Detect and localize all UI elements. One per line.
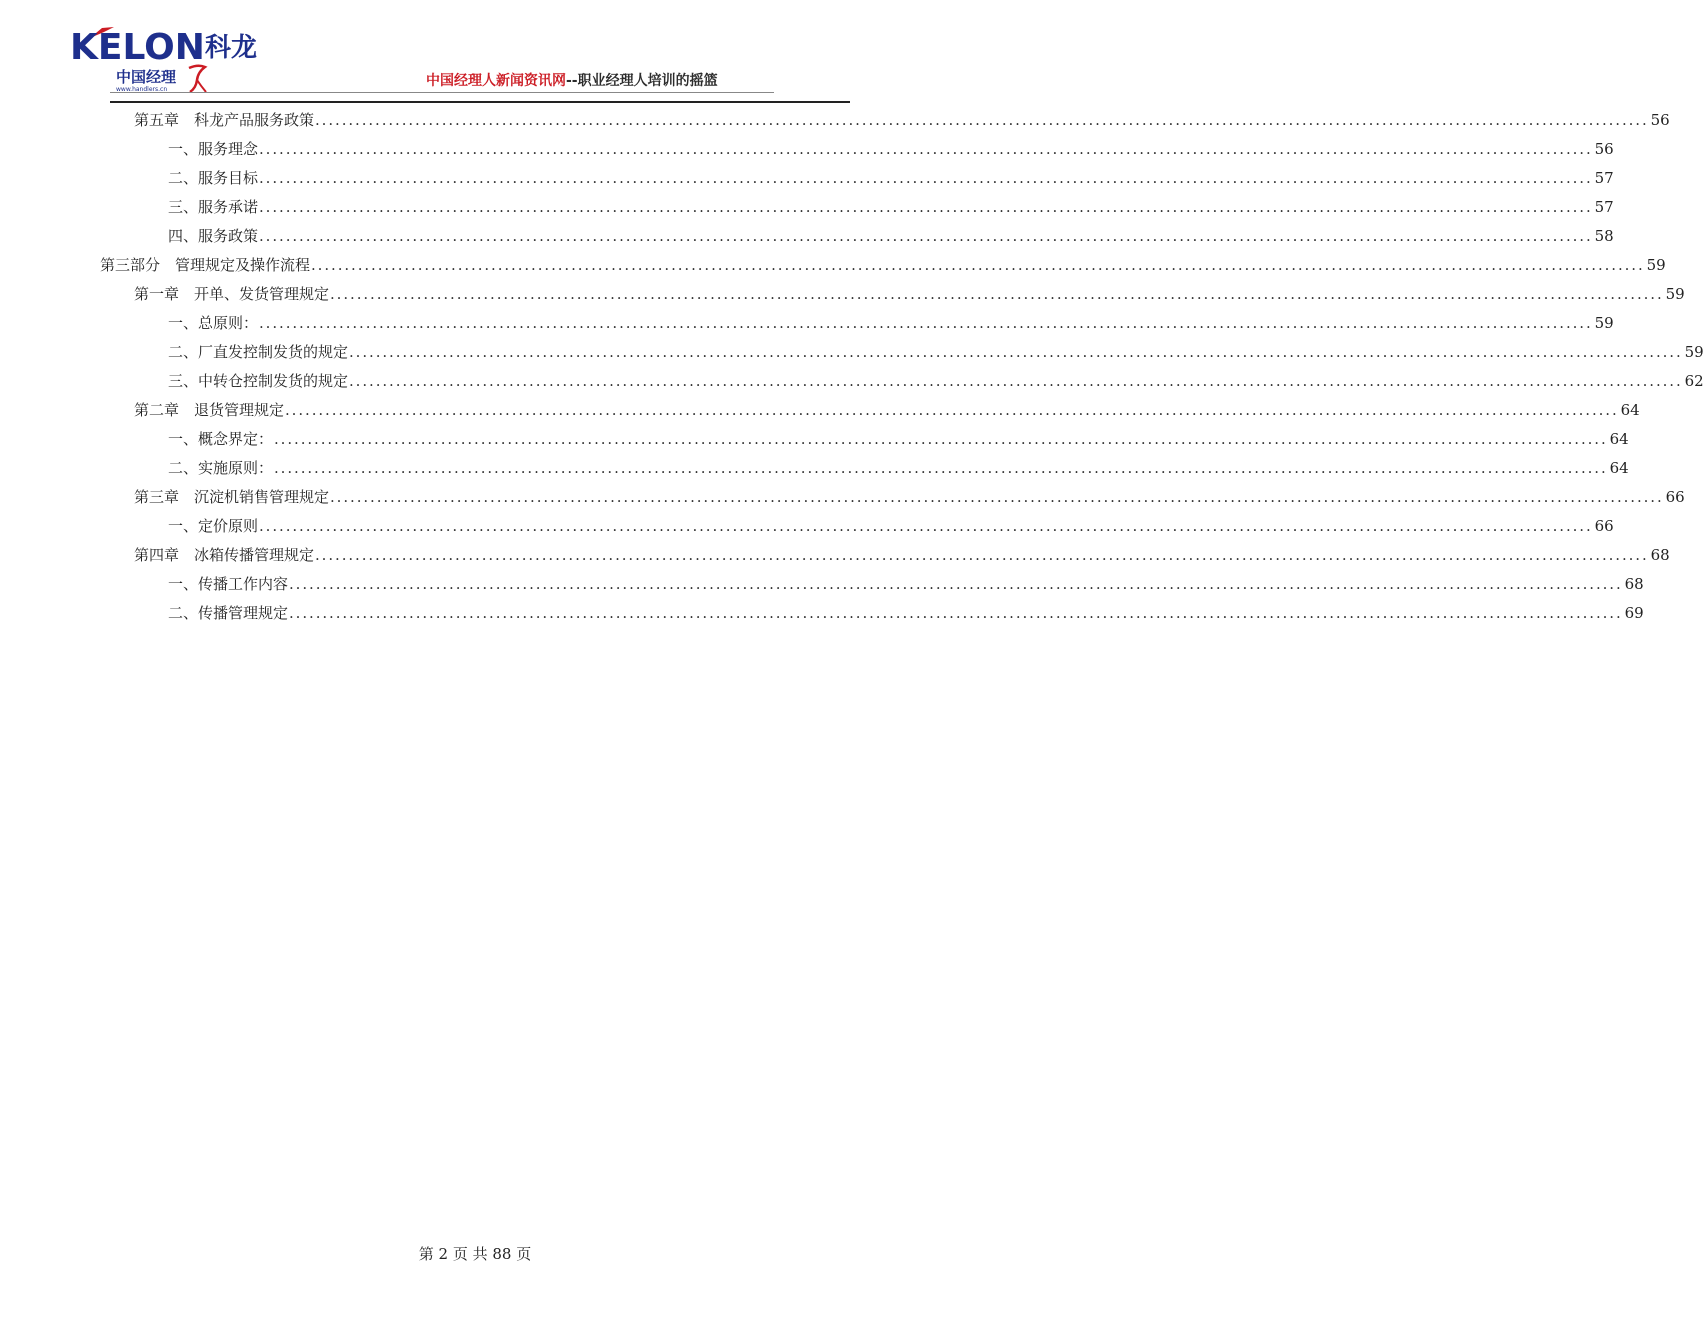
toc-entry-page: 59 <box>1646 256 1666 274</box>
toc-entry-page: 64 <box>1620 401 1640 419</box>
toc-dot-leader: ........................................................................................................................................................................................................ <box>330 285 1664 303</box>
toc-dot-leader: ........................................................................................................................................................................................................ <box>274 459 1608 477</box>
tagline-site-name: 中国经理人新闻资讯网 <box>426 73 566 89</box>
toc-entry[interactable] <box>168 309 1614 338</box>
toc-entry[interactable] <box>134 106 1670 135</box>
toc-entry-title: 一、传播工作内容 <box>168 575 289 593</box>
tagline-slogan: --职业经理人培训的摇篮 <box>566 73 718 89</box>
footer-mid: 页 共 <box>452 1245 488 1263</box>
toc-entry[interactable] <box>168 222 1614 251</box>
toc-dot-leader: ........................................................................................................................................................................................................ <box>349 372 1683 390</box>
toc-entry[interactable] <box>134 483 1685 512</box>
toc-entry-title: 二、服务目标 <box>168 169 259 187</box>
sub-brand-url: www.handlers.cn <box>116 86 168 93</box>
toc-entry-page: 66 <box>1665 488 1685 506</box>
toc-entry-page: 57 <box>1594 198 1614 216</box>
toc-entry[interactable] <box>168 425 1629 454</box>
page-footer <box>0 1242 950 1266</box>
toc-dot-leader: ........................................................................................................................................................................................................ <box>330 488 1664 506</box>
toc-dot-leader: ........................................................................................................................................................................................................ <box>349 343 1683 361</box>
footer-suffix: 页 <box>516 1245 532 1263</box>
toc-dot-leader: ........................................................................................................................................................................................................ <box>315 111 1649 129</box>
toc-entry[interactable] <box>168 367 1704 396</box>
toc-entry-title: 二、传播管理规定 <box>168 604 289 622</box>
toc-entry[interactable] <box>168 135 1614 164</box>
toc-entry-page: 59 <box>1684 343 1704 361</box>
toc-entry-page: 64 <box>1609 459 1629 477</box>
toc-entry-title: 二、实施原则： <box>168 459 274 477</box>
toc-entry-page: 57 <box>1594 169 1614 187</box>
toc-entry-title: 二、厂直发控制发货的规定 <box>168 343 349 361</box>
toc-entry[interactable] <box>134 396 1640 425</box>
toc-dot-leader: ........................................................................................................................................................................................................ <box>315 546 1649 564</box>
sub-brand-logo: 中国经理 <box>116 68 177 86</box>
toc-entry-title: 三、服务承诺 <box>168 198 259 216</box>
toc-entry-page: 64 <box>1609 430 1629 448</box>
footer-total-pages: 88 <box>492 1245 512 1263</box>
toc-entry-page: 56 <box>1650 111 1670 129</box>
toc-dot-leader: ........................................................................................................................................................................................................ <box>289 604 1623 622</box>
toc-entry-title: 一、总原则： <box>168 314 259 332</box>
toc-entry[interactable] <box>100 251 1666 280</box>
sub-brand-mark-icon <box>186 64 208 94</box>
toc-entry-title: 三、中转仓控制发货的规定 <box>168 372 349 390</box>
toc-dot-leader: ........................................................................................................................................................................................................ <box>259 169 1593 187</box>
toc-entry-page: 59 <box>1594 314 1614 332</box>
toc-entry-title: 第二章 退货管理规定 <box>134 401 285 419</box>
toc-entry-title: 四、服务政策 <box>168 227 259 245</box>
toc-dot-leader: ........................................................................................................................................................................................................ <box>259 227 1593 245</box>
toc-dot-leader: ........................................................................................................................................................................................................ <box>259 140 1593 158</box>
toc-entry-page: 69 <box>1624 604 1644 622</box>
toc-entry[interactable] <box>168 599 1644 628</box>
toc-entry[interactable] <box>168 454 1629 483</box>
footer-prefix: 第 <box>418 1245 434 1263</box>
toc-entry-page: 62 <box>1684 372 1704 390</box>
toc-entry[interactable] <box>134 280 1685 309</box>
toc-entry-title: 第三部分 管理规定及操作流程 <box>100 256 311 274</box>
toc-dot-leader: ........................................................................................................................................................................................................ <box>311 256 1645 274</box>
toc-entry-page: 66 <box>1594 517 1614 535</box>
toc-dot-leader: ........................................................................................................................................................................................................ <box>274 430 1608 448</box>
toc-dot-leader: ........................................................................................................................................................................................................ <box>259 517 1593 535</box>
header-divider <box>110 101 850 103</box>
toc-entry-page: 58 <box>1594 227 1614 245</box>
kelon-logo-text: KELON <box>70 27 205 68</box>
toc-entry[interactable] <box>168 164 1614 193</box>
toc-entry-title: 第五章 科龙产品服务政策 <box>134 111 315 129</box>
toc-entry[interactable] <box>168 512 1614 541</box>
toc-entry-title: 第一章 开单、发货管理规定 <box>134 285 330 303</box>
toc-dot-leader: ........................................................................................................................................................................................................ <box>285 401 1619 419</box>
toc-entry[interactable] <box>168 193 1614 222</box>
toc-entry[interactable] <box>134 541 1670 570</box>
toc-entry-title: 一、概念界定： <box>168 430 274 448</box>
toc-entry-title: 第三章 沉淀机销售管理规定 <box>134 488 330 506</box>
header-tagline <box>426 72 718 90</box>
toc-entry-title: 一、定价原则 <box>168 517 259 535</box>
toc-entry-page: 68 <box>1650 546 1670 564</box>
page-header <box>0 0 950 105</box>
toc-entry[interactable] <box>168 570 1644 599</box>
toc-entry-page: 56 <box>1594 140 1614 158</box>
kelon-logo-chinese: 科龙 <box>205 33 258 63</box>
toc-entry-title: 一、服务理念 <box>168 140 259 158</box>
toc-entry-page: 68 <box>1624 575 1644 593</box>
toc-entry-title: 第四章 冰箱传播管理规定 <box>134 546 315 564</box>
toc-entry-page: 59 <box>1665 285 1685 303</box>
header-thin-rule <box>110 92 774 93</box>
toc-dot-leader: ........................................................................................................................................................................................................ <box>259 314 1593 332</box>
toc-dot-leader: ........................................................................................................................................................................................................ <box>259 198 1593 216</box>
toc-dot-leader: ........................................................................................................................................................................................................ <box>289 575 1623 593</box>
footer-current-page: 2 <box>438 1245 449 1263</box>
toc-entry[interactable] <box>168 338 1704 367</box>
